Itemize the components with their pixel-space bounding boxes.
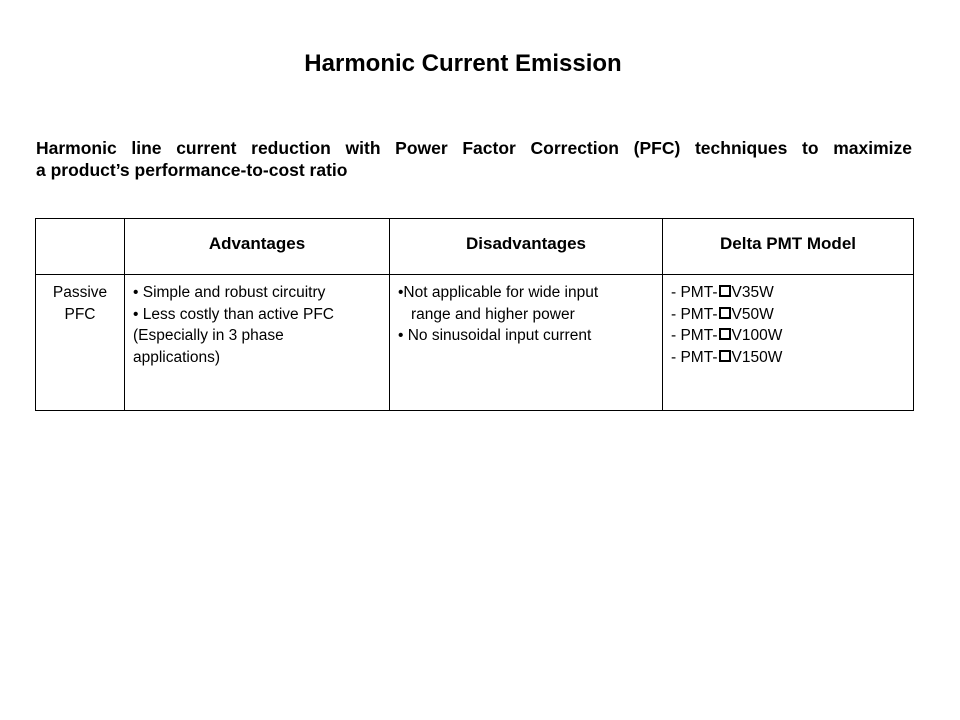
header-disadvantages: Disadvantages: [390, 219, 663, 275]
advantage-item-2-cont-1: (Especially in 3 phase: [133, 327, 284, 344]
hollow-square-icon: [719, 328, 731, 340]
pfc-comparison-table: [35, 218, 914, 411]
model-prefix: - PMT-: [671, 284, 718, 301]
models-cell: [663, 275, 914, 411]
hollow-square-icon: [719, 350, 731, 362]
row-label-line-2: PFC: [64, 305, 96, 323]
disadvantage-item-1-cont: range and higher power: [411, 305, 575, 323]
row-label-line-1: Passive: [52, 284, 108, 301]
model-item-1: [671, 282, 905, 304]
model-suffix: V50W: [731, 305, 774, 323]
model-item-3: [671, 325, 905, 347]
model-item-2: [671, 304, 905, 326]
model-suffix: V150W: [731, 348, 783, 366]
advantage-item-1: • Simple and robust circuitry: [133, 284, 326, 301]
disadvantage-item-1: •Not applicable for wide input: [398, 284, 599, 301]
disadvantage-item-2: • No sinusoidal input current: [398, 327, 592, 344]
model-prefix: - PMT-: [671, 348, 718, 366]
intro-line-2: a product’s performance-to-cost ratio: [36, 160, 348, 180]
header-blank-cell: [36, 219, 125, 275]
advantages-cell: [125, 275, 390, 411]
model-prefix: - PMT-: [671, 305, 718, 323]
hollow-square-icon: [719, 285, 731, 297]
model-suffix: V100W: [731, 327, 783, 344]
model-suffix: V35W: [731, 284, 774, 301]
model-prefix: - PMT-: [671, 327, 718, 344]
table-row: [36, 275, 914, 411]
intro-text: [36, 137, 912, 181]
intro-line-1: Harmonic line current reduction with Power Factor Correction (PFC) techniques to maximize: [36, 138, 912, 158]
slide-title: Harmonic Current Emission: [304, 50, 622, 77]
header-delta-pmt-model: Delta PMT Model: [663, 219, 914, 275]
table-header-row: [36, 219, 914, 275]
advantage-item-2-cont-2: applications): [133, 348, 221, 366]
hollow-square-icon: [719, 307, 731, 319]
advantage-item-2: • Less costly than active PFC: [133, 305, 334, 323]
model-item-4: [671, 347, 905, 369]
header-advantages: Advantages: [125, 219, 390, 275]
disadvantages-cell: [390, 275, 663, 411]
row-label-passive-pfc: [36, 275, 125, 411]
